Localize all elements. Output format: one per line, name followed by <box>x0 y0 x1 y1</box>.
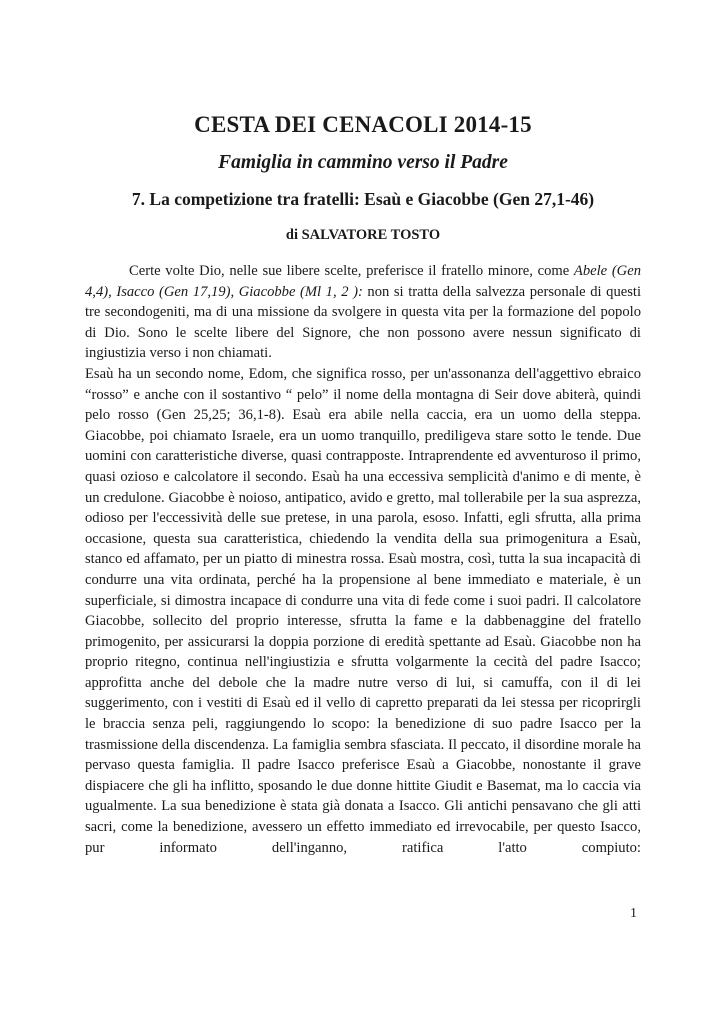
author-line: di SALVATORE TOSTO <box>285 227 441 243</box>
paragraph-1-citations: Abele (Gen 4,4), Isacco (Gen 17,19), Giacobbe (Ml 1, 2 ): <box>85 263 641 300</box>
paragraph-2: Esaù ha un secondo nome, Edom, che significa rosso, per un'assonanza dell'aggettivo ebraico “rosso” e anche con il sostantivo “ pelo” il nome della montagna di Seir dove abiterà, quindi pelo rosso (Gen 25,25; 36,1-8). Esaù era abile nella caccia, era un uomo della steppa. Giacobbe, poi chiamato Israele, era un uomo tranquillo, prediligeva stare sotto le tende. Due uomini con caratteristiche diverse, quasi contrapposte. Intraprendente ed avventuroso il primo, quasi ozioso e calcolatore il secondo. Esaù ha una eccessiva semplicità d'animo e di mente, è un credulone. Giacobbe è noioso, antipatico, avido e gretto, mal tollerabile per la sua asprezza, odioso per l'eccessività delle sue pretese, in una parola, esoso. Infatti, egli sfrutta, alla prima occasione, questa sua caratteristica, chiedendo la vendita della sua primogenitura a Esaù, stanco ed affamato, per un piatto di minestra rossa. Esaù mostra, così, tutta la sua incapacità di condurre una vita ordinata, perché ha la propensione al bene immediato e materiale, è un superficiale, si dimostra incapace di condurre una vita di fede come i suoi padri. Il calcolatore Giacobbe, sollecito del proprio interesse, sfrutta la fame e la dabbenaggine del fratello primogenito, per assicurarsi la doppia porzione di eredità spettante ad Esaù. Giacobbe non ha proprio ritegno, continua nell'ingiustizia e sfrutta volgarmente la cecità del padre Isacco; approfitta anche del debole che la madre nutre verso di lui, si camuffa, con il di lei suggerimento, con i vestiti di Esaù ed il vello di capretto preparati da lei stessa per ricoprirgli le braccia senza peli, raggiungendo lo scopo: la benedizione di suo padre Isacco per la trasmissione della discendenza. La famiglia sembra sfasciata. Il peccato, il disordine morale ha pervaso questa famiglia. Il padre Isacco preferisce Esaù a Giacobbe, nonostante il grave dispiacere che gli ha inflitto, sposando le due donne hittite Giudit e Basemat, ma lo caccia via ugualmente. La sua benedizione è stata già donata a Isacco. Gli antichi pensavano che gli atti sacri, come la benedizione, avessero un effetto immediato ed irrevocabile, per questo Isacco, pur informato dell'inganno, ratifica l'atto compiuto: <box>85 365 641 856</box>
document-subtitle: Famiglia in cammino verso il Padre <box>218 152 508 173</box>
body-text <box>85 261 641 858</box>
page-number: 1 <box>630 906 637 921</box>
document-title: CESTA DEI CENACOLI 2014-15 <box>194 112 532 137</box>
paragraph-1-rest: non si tratta della salvezza personale di questi tre secondogeniti, ma di una missione da svolgere in questa vita per la formazione del popolo di Dio. Sono le scelte libere del Signore, che non possono avere nessun significato di ingiustizia verso i non chiamati. <box>85 283 642 362</box>
paragraph-1 <box>85 261 641 364</box>
chapter-heading: 7. La competizione tra fratelli: Esaù e Giacobbe (Gen 27,1-46) <box>131 189 595 209</box>
paragraph-1-lead: Certe volte Dio, nelle sue libere scelte, preferisce il fratello minore, come <box>129 263 574 279</box>
document-page <box>85 112 641 858</box>
